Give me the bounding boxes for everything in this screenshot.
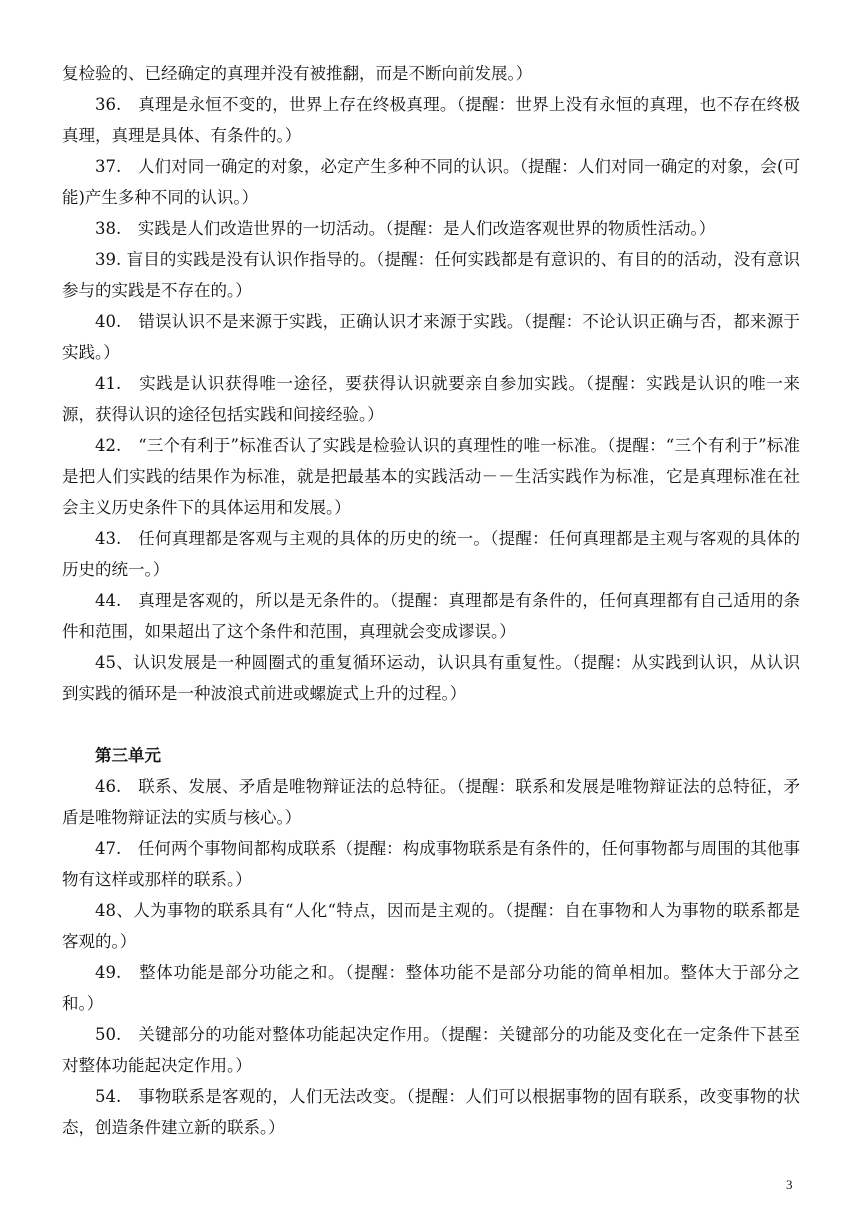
list-item: 45、认识发展是一种圆圈式的重复循环运动，认识具有重复性。（提醒：从实践到认识，从认识到实践的循环是一种波浪式前进或螺旋式上升的过程。）	[62, 653, 800, 703]
list-item: 50. 关键部分的功能对整体功能起决定作用。（提醒：关键部分的功能及变化在一定条件下甚至对整体功能起决定作用。）	[62, 1025, 800, 1075]
items-part3	[62, 771, 800, 1143]
list-item: 36. 真理是永恒不变的，世界上存在终极真理。（提醒：世界上没有永恒的真理，也不存在终极真理，真理是具体、有条件的。）	[62, 95, 800, 145]
list-item: 39. 盲目的实践是没有认识作指导的。（提醒：任何实践都是有意识的、有目的的活动，没有意识参与的实践是不存在的。）	[62, 250, 800, 300]
list-item: 49. 整体功能是部分功能之和。（提醒：整体功能不是部分功能的简单相加。整体大于部分之和。）	[62, 963, 800, 1013]
list-item: 40. 错误认识不是来源于实践，正确认识才来源于实践。（提醒：不论认识正确与否，都来源于实践。）	[62, 312, 800, 362]
list-item: 47. 任何两个事物间都构成联系（提醒：构成事物联系是有条件的，任何事物都与周围的其他事物有这样或那样的联系。）	[62, 839, 800, 889]
list-item: 46. 联系、发展、矛盾是唯物辩证法的总特征。（提醒：联系和发展是唯物辩证法的总特征，矛盾是唯物辩证法的实质与核心。）	[62, 777, 800, 827]
list-item: 48、人为事物的联系具有“人化“特点，因而是主观的。（提醒：自在事物和人为事物的联系都是客观的。）	[62, 901, 800, 951]
list-item: 44. 真理是客观的，所以是无条件的。（提醒：真理都是有条件的，任何真理都有自己适用的条件和范围，如果超出了这个条件和范围，真理就会变成谬误。）	[62, 591, 800, 641]
list-item: 38. 实践是人们改造世界的一切活动。（提醒：是人们改造客观世界的物质性活动。）	[95, 219, 716, 238]
section-heading: 第三单元	[95, 746, 161, 765]
page-content	[62, 58, 800, 1143]
list-item: 54. 事物联系是客观的，人们无法改变。（提醒：人们可以根据事物的固有联系，改变事物的状态，创造条件建立新的联系。）	[62, 1087, 800, 1137]
items-part2	[62, 89, 800, 709]
list-item: 41. 实践是认识获得唯一途径，要获得认识就要亲自参加实践。（提醒：实践是认识的唯一来源，获得认识的途径包括实践和间接经验。）	[62, 374, 800, 424]
list-item: 43. 任何真理都是客观与主观的具体的历史的统一。（提醒：任何真理都是主观与客观的具体的历史的统一。）	[62, 529, 800, 579]
list-item: 42. “三个有利于”标准否认了实践是检验认识的真理性的唯一标准。（提醒：“三个有利于”标准是把人们实践的结果作为标准，就是把最基本的实践活动－－生活实践作为标准，它是真理标准在社会主义历史条件下的具体运用和发展。）	[62, 436, 800, 517]
continuation-paragraph: 复检验的、已经确定的真理并没有被推翻，而是不断向前发展。）	[62, 64, 533, 83]
list-item: 37. 人们对同一确定的对象，必定产生多种不同的认识。（提醒：人们对同一确定的对象，会(可能)产生多种不同的认识。）	[62, 157, 800, 207]
page-number: 3	[786, 1177, 793, 1192]
